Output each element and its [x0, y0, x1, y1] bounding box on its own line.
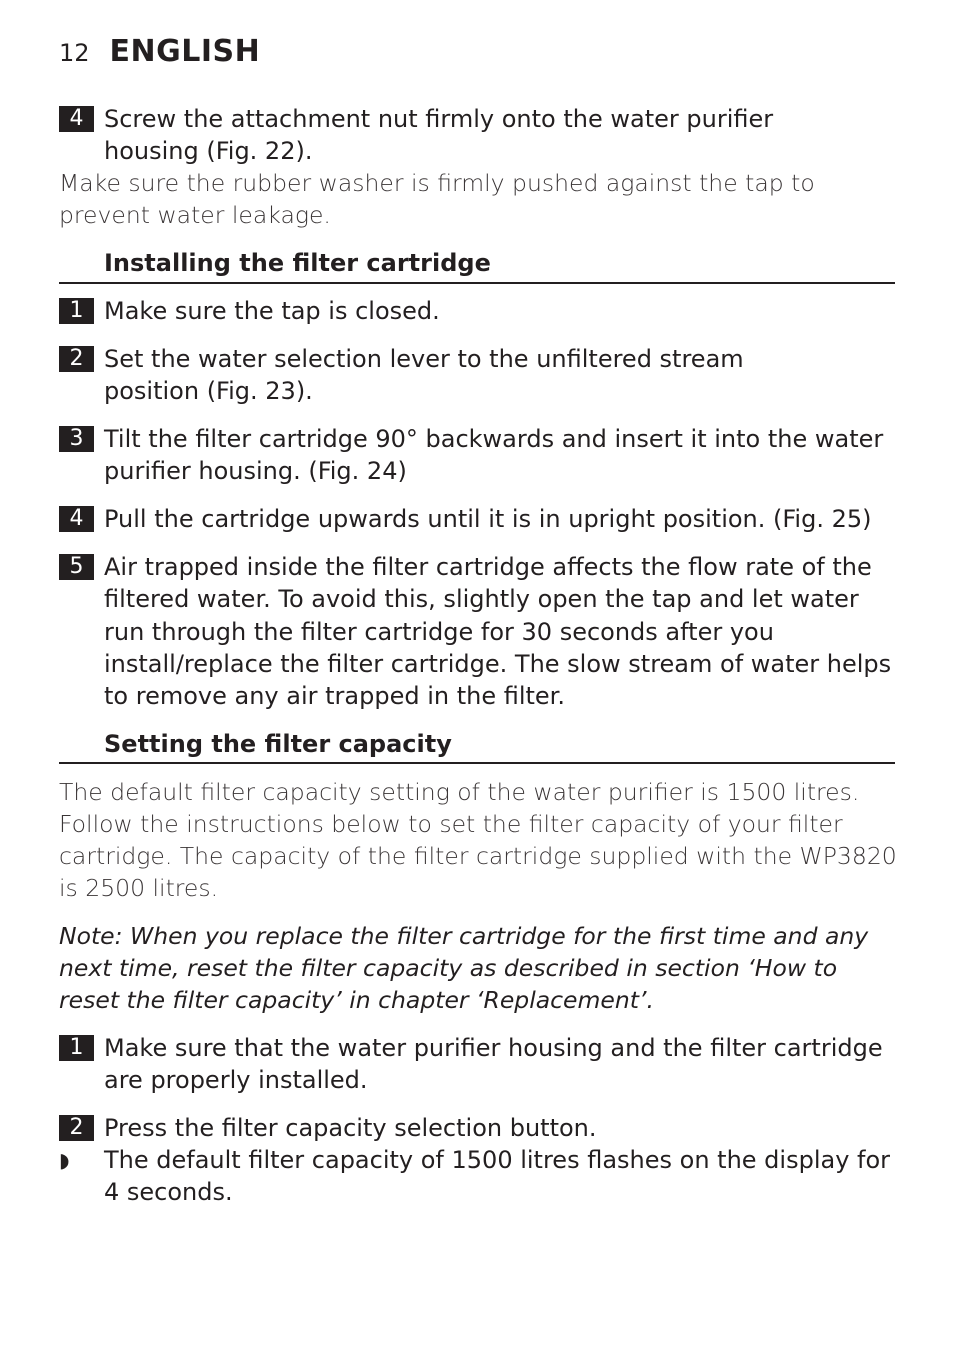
note-paragraph: Note: When you replace the filter cartridge for the first time and any next time, reset the filter capacity as described in section ‘How to reset the filter capacity’ in chapter ‘Replacement’. — [59, 922, 869, 1014]
capacity-paragraph: The default filter capacity setting of the water purifier is 1500 litres. Follow the instructions below to set the filter capacity of your filter cartridge. The capacity of the filter cartridge supplied with the WP3820 is 2500 litres. — [59, 778, 897, 902]
result-arrow-icon: ◗ — [59, 1148, 70, 1172]
step-text: Set the water selection lever to the unfiltered stream position (Fig. 23). — [104, 345, 744, 406]
tip-paragraph: Make sure the rubber washer is firmly pushed against the tap to prevent water leakage. — [59, 169, 815, 229]
result-text: The default filter capacity of 1500 litres flashes on the display for 4 seconds. — [104, 1146, 891, 1207]
page-number: 12 — [59, 39, 90, 67]
step-text: Make sure the tap is closed. — [104, 297, 440, 325]
section-divider — [59, 762, 895, 764]
step-text: Pull the cartridge upwards until it is in upright position. (Fig. 25) — [104, 505, 872, 533]
step-text: Press the filter capacity selection button. — [104, 1114, 597, 1142]
step-number-badge: 3 — [59, 426, 94, 452]
step-number-badge: 5 — [59, 554, 94, 580]
step-text: Air trapped inside the filter cartridge affects the flow rate of the filtered water. To avoid this, slightly open the tap and let water run through the filter cartridge for 30 seconds after you install/replace the filter cartridge. The slow stream of water helps to remove any air trapped in the filter. — [104, 553, 892, 711]
step-number-badge: 1 — [59, 298, 94, 324]
step-number-badge: 4 — [59, 106, 94, 132]
step-text: Screw the attachment nut firmly onto the water purifier housing (Fig. 22). — [104, 105, 774, 166]
step-number-badge: 2 — [59, 346, 94, 372]
section-heading-install: Installing the filter cartridge — [104, 249, 491, 277]
language-title: ENGLISH — [109, 34, 261, 69]
step-number-badge: 1 — [59, 1035, 94, 1061]
step-item — [59, 103, 899, 169]
step-text: Tilt the filter cartridge 90° backwards and insert it into the water purifier housing. (Fig. 24) — [104, 425, 884, 486]
step-number-badge: 4 — [59, 506, 94, 532]
page-header — [59, 34, 260, 74]
section-heading-capacity: Setting the filter capacity — [104, 730, 452, 758]
step-number-badge: 2 — [59, 1115, 94, 1141]
section-divider — [59, 282, 895, 284]
step-text: Make sure that the water purifier housing and the filter cartridge are properly installed. — [104, 1034, 883, 1095]
